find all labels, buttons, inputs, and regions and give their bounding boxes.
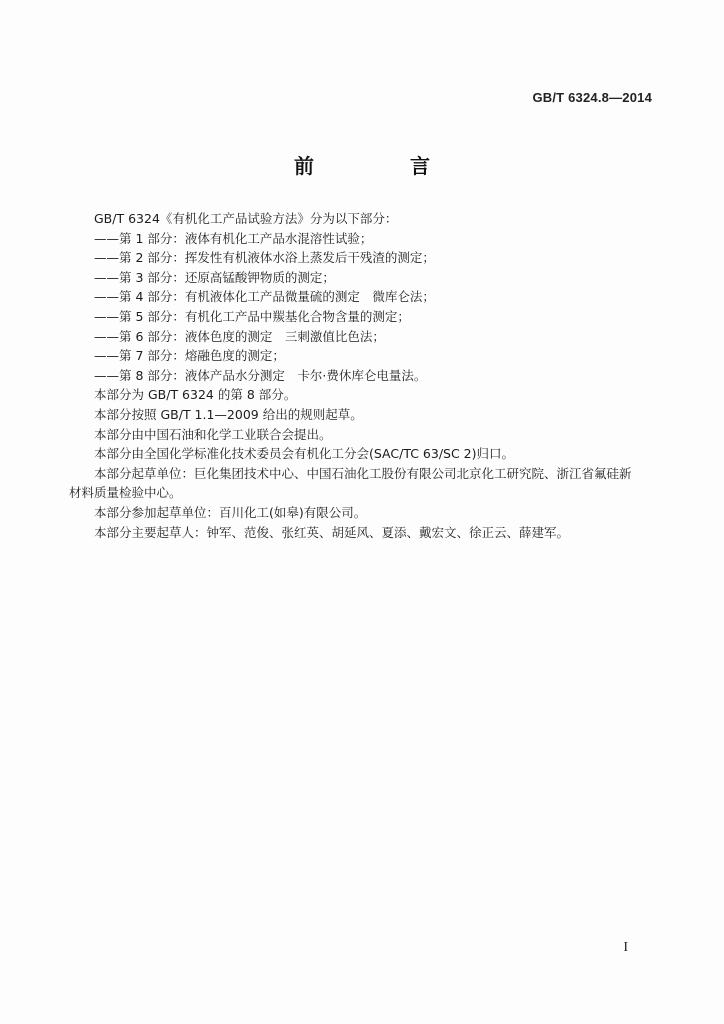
drafting-rules-paragraph: 本部分按照 GB/T 1.1—2009 给出的规则起草。: [94, 406, 363, 422]
part-list-item: ——第 3 部分：还原高锰酸钾物质的测定；: [94, 269, 335, 285]
standard-code: GB/T 6324.8—2014: [532, 90, 652, 105]
part-list-item: ——第 2 部分：挥发性有机液体水浴上蒸发后干残渣的测定；: [94, 250, 435, 266]
part-list-item: ——第 6 部分：液体色度的测定 三刺激值比色法；: [94, 328, 385, 344]
part-list-item: ——第 4 部分：有机液体化工产品微量硫的测定 微库仑法；: [94, 289, 435, 305]
part-list-item: ——第 7 部分：熔融色度的测定；: [94, 348, 285, 364]
drafting-units-continuation: 材料质量检验中心。: [69, 485, 182, 501]
drafting-units-paragraph: 本部分起草单位：巨化集团技术中心、中国石油化工股份有限公司北京化工研究院、浙江省氟硅新: [94, 465, 632, 481]
part-list-item: ——第 5 部分：有机化工产品中羰基化合物含量的测定；: [94, 308, 410, 324]
foreword-body: [0, 209, 724, 542]
participating-units-paragraph: 本部分参加起草单位：百川化工(如皋)有限公司。: [94, 504, 367, 520]
part-list-item: ——第 1 部分：液体有机化工产品水混溶性试验；: [94, 230, 373, 246]
part-list-item: ——第 8 部分：液体产品水分测定 卡尔·费休库仑电量法。: [94, 367, 427, 383]
page-number: I: [623, 940, 628, 955]
centralized-by-paragraph: 本部分由全国化学标准化技术委员会有机化工分会(SAC/TC 63/SC 2)归口。: [94, 446, 515, 462]
main-drafters-paragraph: 本部分主要起草人：钟军、范俊、张红英、胡延风、夏添、戴宏文、徐正云、薛建军。: [94, 524, 570, 540]
page-title: 前 言: [294, 154, 468, 178]
intro-paragraph: GB/T 6324《有机化工产品试验方法》分为以下部分：: [94, 211, 398, 226]
part-of-paragraph: 本部分为 GB/T 6324 的第 8 部分。: [94, 387, 297, 403]
proposed-by-paragraph: 本部分由中国石油和化学工业联合会提出。: [94, 426, 332, 442]
